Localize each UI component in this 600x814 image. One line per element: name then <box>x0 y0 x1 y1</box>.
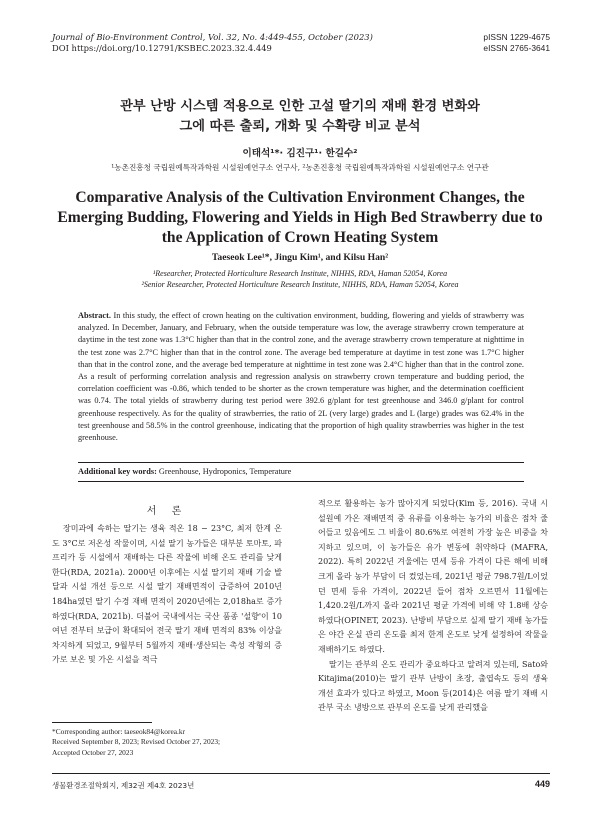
keywords-label: Additional key words: <box>78 467 157 476</box>
english-authors: Taeseok Lee¹*, Jingu Kim¹, and Kilsu Han² <box>211 252 389 263</box>
footnote-divider <box>52 722 152 723</box>
journal-info: Journal of Bio-Environment Control, Vol. 32, No. 4:449-455, October (2023) <box>52 32 373 42</box>
abstract-text: In this study, the effect of crown heating on the cultivation environment, budding, flowering and yields of strawberry was analyzed. In December, January, and February, when the outside temperature was low, the average strawberry crown temperature at daytime in the test zone was 1.3°C higher than that in the control zone, and the average strawberry crown temperature at nighttime in the test zone was 2.7°C higher than that in the control zone. The average bed temperature at daytime in test zone was 1.7°C higher than that in the control zone, and the average bed temperature at nighttime in test zone was 2.4°C higher than that in the control zone. As a result of performing correlation analysis and regression analysis on strawberry crown temperature and budding period, the correlation coefficient was -0.86, which tended to be shorter as the crown temperature was higher, and the determination coefficient was 0.74. The total yields of strawberry during test period were 392.6 g/plant for test greenhouse and 346.0 g/plant for control greenhouse respectively. As for the quality of strawberries, the ratio of 2L (very large) grades and L (large) grades was 62.4% in the test greenhouse and 58.5% in the control greenhouse, indicating that the proportion of high quality strawberries was higher in the test greenhouse. <box>78 311 524 443</box>
page-number: 449 <box>534 779 550 789</box>
english-title <box>40 188 560 248</box>
english-affiliation-1: ¹Researcher, Protected Horticulture Research Institute, NIHHS, RDA, Haman 52054, Korea <box>152 269 448 278</box>
abstract-divider <box>78 462 524 463</box>
section-heading-introduction: 서 론 <box>146 506 188 517</box>
keywords-divider <box>78 481 524 482</box>
footer-divider <box>52 773 550 774</box>
footnote <box>52 727 292 758</box>
body-paragraph: 딸기는 관부의 온도 관리가 중요하다고 알려져 있는데, Sato와 Kitajima(2010)는 딸기 관부 난방이 초장, 출엽속도 등의 생육 개선 효과가 있다고 하였고, Moon 등(2014)은 여름 딸기 재배 시 관부 국소 냉방으로 관부의 온도를 낮게 관리했을 <box>318 659 548 713</box>
eissn: eISSN 2765-3641 <box>483 43 550 53</box>
korean-authors: 이태석¹*· 김진구¹· 한길수² <box>242 148 358 159</box>
english-title-line1: Comparative Analysis of the Cultivation Environment Changes, the <box>75 189 525 206</box>
doi-link[interactable]: DOI https://doi.org/10.12791/KSBEC.2023.32.4.449 <box>52 43 272 53</box>
body-paragraph: 적으로 활용하는 농가 많아지게 되었다(Kim 등, 2016). 국내 시설원예 가온 재배면적 중 유류를 이용하는 농가의 비율은 점차 줄어들고 있음에도 그 비율이 80.6%로 여전히 가장 높은 비중을 차지하고 있으며, 이 농가들은 유가 변동에 취약하다 (MAFRA, 2022). 특히 2022년 겨울에는 면세 등유 가격이 다른 해에 비해 크게 올라 농가 부담이 더 컸었는데, 2021년 평균 798.7원/L이었던 면세 등유 가격이, 2022년 들어 점차 오르면서 11월에는 1,420.2원/L까지 올라 2021년 평균 가격에 비해 약 1.8배 상승하였다(OPINET, 2023). 난방비 부담으로 실제 딸기 재배 농가들은 야간 온실 관리 온도를 최저 한계 온도로 낮게 설정하여 작물을 재배하기도 하였다. <box>318 499 548 654</box>
english-affiliation-2: ²Senior Researcher, Protected Horticulture Research Institute, NIHHS, RDA, Haman 52054, Korea <box>141 280 459 289</box>
korean-affiliation: ¹농촌진흥청 국립원예특작과학원 시설원예연구소 연구사, ²농촌진흥청 국립원예특작과학원 시설원예연구소 연구관 <box>111 163 489 172</box>
pissn: pISSN 1229-4675 <box>483 32 550 42</box>
corresponding-author: *Corresponding author: taeseok84@korea.kr <box>52 727 186 736</box>
body-column-left <box>52 522 282 668</box>
footer-journal: 생물환경조절학회지, 제32권 제4호 2023년 <box>52 781 195 790</box>
keywords <box>78 467 524 476</box>
keywords-text: Greenhouse, Hydroponics, Temperature <box>158 467 292 476</box>
issn-block <box>483 32 550 54</box>
korean-title-line2: 그에 따른 출뢰, 개화 및 수확량 비교 분석 <box>179 119 421 134</box>
english-affiliations <box>40 268 560 290</box>
korean-title-line1: 관부 난방 시스템 적용으로 인한 고설 딸기의 재배 환경 변화와 <box>120 99 480 114</box>
english-title-line3: the Application of Crown Heating System <box>161 229 439 246</box>
page-footer <box>52 780 550 791</box>
body-paragraph: 장미과에 속하는 딸기는 생육 적온 18 − 23°C, 최저 한계 온도 3°C로 저온성 작물이며, 시설 딸기 농가들은 대부분 토마토, 파프리카 등 시설에서 재배하는 다른 작물에 비해 온도 관리를 낮게 한다(RDA, 2021a). 2000년 이후에는 시설 딸기의 재배 기술 발달과 시설 개선 등으로 시설 딸기 재배면적이 급증하여 2010년 184ha였던 딸기 수경 재배 면적이 2020년에는 2,018ha로 증가하였다(RDA, 2021b). 더불어 국내에서는 국산 품종 '설향'이 10여년 전부터 보급이 확대되어 전국 딸기 재배 면적의 83% 이상을 차지하게 되었고, 9월부터 5월까지 재배·생산되는 촉성 작형의 증가로 보온 및 가온 시설을 적극 <box>52 524 282 665</box>
abstract-label: Abstract. <box>78 311 111 320</box>
received-dates: Received September 8, 2023; Revised October 27, 2023; <box>52 737 221 747</box>
korean-title <box>40 97 560 137</box>
body-column-right <box>318 497 548 716</box>
accepted-date: Accepted October 27, 2023 <box>52 747 134 757</box>
journal-citation <box>52 32 373 54</box>
abstract <box>78 310 524 444</box>
english-title-line2: Emerging Budding, Flowering and Yields in High Bed Strawberry due to <box>57 209 543 226</box>
